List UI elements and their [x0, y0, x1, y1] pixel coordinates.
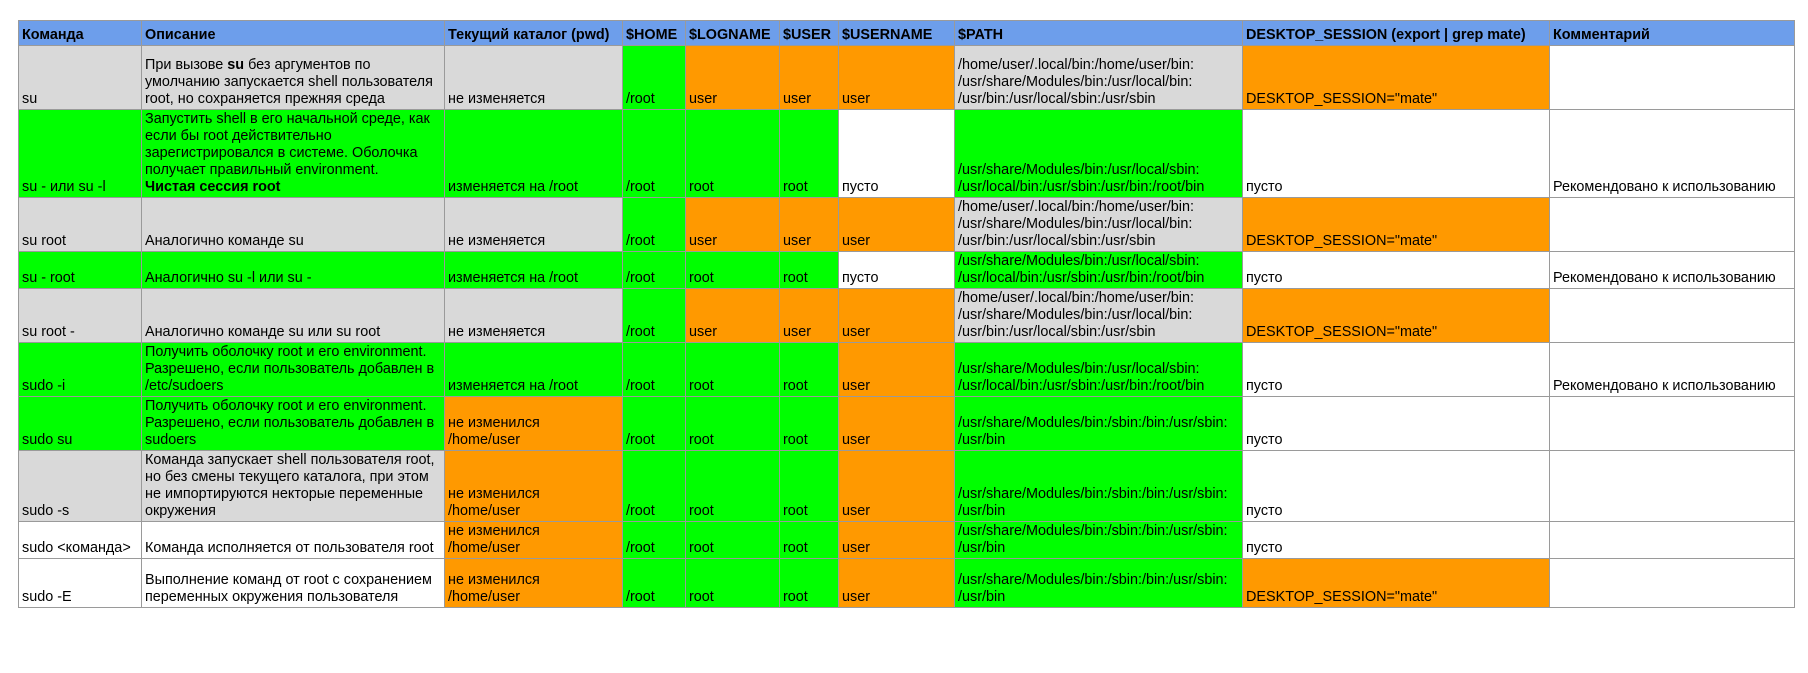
- home-cell[interactable]: [623, 46, 686, 110]
- cell-text: root: [689, 589, 714, 605]
- path-cell[interactable]: [955, 46, 1243, 110]
- description-cell[interactable]: [142, 289, 445, 343]
- cell-text: sudo <команда>: [22, 540, 131, 556]
- cell-text: su root: [22, 233, 66, 249]
- cell-text: root: [783, 540, 808, 556]
- command-cell[interactable]: [19, 252, 142, 289]
- cell-text: sudo -i: [22, 378, 66, 394]
- cell-text-tail: без аргументов по умолчанию запускается shell пользователя root, но сохраняется прежняя среда: [145, 57, 433, 107]
- path-cell[interactable]: [955, 343, 1243, 397]
- desktop-session-cell[interactable]: [1243, 343, 1550, 397]
- user-cell[interactable]: [780, 343, 839, 397]
- cell-text: user: [842, 378, 870, 394]
- home-cell[interactable]: [623, 451, 686, 522]
- table-row: [19, 289, 1795, 343]
- cell-text: user: [842, 233, 870, 249]
- cell-text: user: [842, 432, 870, 448]
- user-cell[interactable]: [780, 451, 839, 522]
- cell-text: не изменяется: [448, 233, 546, 249]
- comment-cell[interactable]: [1550, 198, 1795, 252]
- home-cell[interactable]: [623, 559, 686, 608]
- table-row: [19, 522, 1795, 559]
- logname-cell[interactable]: [686, 289, 780, 343]
- cell-text: sudo -s: [22, 503, 70, 519]
- cell-text: su - root: [22, 270, 75, 286]
- cell-text: пусто: [1246, 179, 1283, 195]
- cell-text: su: [22, 91, 38, 107]
- command-cell[interactable]: [19, 522, 142, 559]
- cell-text: не изменился /home/user: [448, 415, 540, 448]
- cell-text: /usr/share/Modules/bin:/sbin:/bin:/usr/sbin: /usr/bin: [958, 415, 1228, 448]
- cell-text: Команда исполняется от пользователя root: [145, 540, 434, 556]
- user-cell[interactable]: [780, 252, 839, 289]
- cell-text: root: [689, 540, 714, 556]
- cell-text: /root: [626, 179, 655, 195]
- username-cell[interactable]: [839, 559, 955, 608]
- username-cell[interactable]: [839, 451, 955, 522]
- desktop-session-cell[interactable]: [1243, 198, 1550, 252]
- cell-text: Рекомендовано к использованию: [1553, 179, 1776, 195]
- cell-text: пусто: [1246, 503, 1283, 519]
- comment-cell[interactable]: [1550, 451, 1795, 522]
- comment-cell[interactable]: [1550, 343, 1795, 397]
- cell-bold-text: su: [227, 57, 245, 73]
- cell-text: пусто: [1246, 270, 1283, 286]
- logname-cell[interactable]: [686, 198, 780, 252]
- pwd-cell[interactable]: [445, 343, 623, 397]
- comment-cell[interactable]: [1550, 522, 1795, 559]
- logname-cell[interactable]: [686, 110, 780, 198]
- cell-text: user: [842, 324, 870, 340]
- username-cell[interactable]: [839, 110, 955, 198]
- pwd-cell[interactable]: [445, 522, 623, 559]
- comment-cell[interactable]: [1550, 252, 1795, 289]
- cell-text: Получить оболочку root и его environment. Разрешено, если пользователь добавлен в sudoers: [145, 398, 435, 448]
- command-cell[interactable]: [19, 451, 142, 522]
- command-cell[interactable]: [19, 559, 142, 608]
- desktop-session-cell[interactable]: [1243, 252, 1550, 289]
- cell-text: изменяется на /root: [448, 378, 578, 394]
- logname-cell[interactable]: [686, 397, 780, 451]
- home-cell[interactable]: [623, 198, 686, 252]
- path-cell[interactable]: [955, 451, 1243, 522]
- pwd-cell[interactable]: [445, 397, 623, 451]
- header-pwd[interactable]: Текущий каталог (pwd): [445, 21, 623, 46]
- path-cell[interactable]: [955, 110, 1243, 198]
- table-row: [19, 46, 1795, 110]
- command-cell[interactable]: [19, 198, 142, 252]
- description-cell[interactable]: [142, 397, 445, 451]
- home-cell[interactable]: [623, 289, 686, 343]
- comment-cell[interactable]: [1550, 559, 1795, 608]
- cell-text: user: [783, 91, 811, 107]
- cell-text: /root: [626, 324, 655, 340]
- pwd-cell[interactable]: [445, 198, 623, 252]
- cell-text: не изменяется: [448, 91, 546, 107]
- cell-text: /usr/share/Modules/bin:/usr/local/sbin: /usr/local/bin:/usr/sbin:/usr/bin:/root/bin: [958, 253, 1205, 286]
- path-cell[interactable]: [955, 522, 1243, 559]
- description-cell[interactable]: [142, 252, 445, 289]
- cell-text: Запустить shell в его начальной среде, как если бы root действительно зарегистрировался в системе. Оболочка получает правильный environment.: [145, 111, 430, 178]
- cell-text: /usr/share/Modules/bin:/sbin:/bin:/usr/sbin: /usr/bin: [958, 572, 1228, 605]
- cell-text: user: [842, 540, 870, 556]
- desktop-session-cell[interactable]: [1243, 559, 1550, 608]
- logname-cell[interactable]: [686, 522, 780, 559]
- username-cell[interactable]: [839, 343, 955, 397]
- table-row: [19, 451, 1795, 522]
- cell-text: DESKTOP_SESSION="mate": [1246, 324, 1438, 340]
- cell-text: root: [783, 378, 808, 394]
- table-header: [19, 21, 1795, 46]
- desktop-session-cell[interactable]: [1243, 289, 1550, 343]
- home-cell[interactable]: [623, 397, 686, 451]
- cell-text: /root: [626, 270, 655, 286]
- cell-text: /usr/share/Modules/bin:/usr/local/sbin: /usr/local/bin:/usr/sbin:/usr/bin:/root/bin: [958, 162, 1205, 195]
- table-body: [19, 46, 1795, 608]
- user-cell[interactable]: [780, 522, 839, 559]
- pwd-cell[interactable]: [445, 110, 623, 198]
- home-cell[interactable]: [623, 110, 686, 198]
- path-cell[interactable]: [955, 289, 1243, 343]
- cell-text: su - или su -l: [22, 179, 106, 195]
- user-cell[interactable]: [780, 198, 839, 252]
- cell-bold-text: Чистая сессия root: [145, 179, 281, 195]
- comment-cell[interactable]: [1550, 110, 1795, 198]
- pwd-cell[interactable]: [445, 559, 623, 608]
- pwd-cell[interactable]: [445, 46, 623, 110]
- cell-text: root: [689, 179, 714, 195]
- home-cell[interactable]: [623, 252, 686, 289]
- cell-text: /root: [626, 91, 655, 107]
- description-cell[interactable]: [142, 559, 445, 608]
- pwd-cell[interactable]: [445, 289, 623, 343]
- cell-text: /home/user/.local/bin:/home/user/bin: /usr/share/Modules/bin:/usr/local/bin: /usr/bin:/usr/local/sbin:/usr/sbin: [958, 57, 1194, 107]
- header-home[interactable]: $HOME: [623, 21, 686, 46]
- logname-cell[interactable]: [686, 451, 780, 522]
- cell-text: root: [689, 503, 714, 519]
- user-cell[interactable]: [780, 559, 839, 608]
- username-cell[interactable]: [839, 252, 955, 289]
- cell-text: пусто: [1246, 378, 1283, 394]
- cell-text: Рекомендовано к использованию: [1553, 378, 1776, 394]
- cell-text: /usr/share/Modules/bin:/sbin:/bin:/usr/sbin: /usr/bin: [958, 486, 1228, 519]
- table-row: [19, 252, 1795, 289]
- command-cell[interactable]: [19, 397, 142, 451]
- description-cell[interactable]: [142, 522, 445, 559]
- cell-text: user: [689, 233, 717, 249]
- user-cell[interactable]: [780, 110, 839, 198]
- description-cell[interactable]: [142, 198, 445, 252]
- username-cell[interactable]: [839, 397, 955, 451]
- path-cell[interactable]: [955, 559, 1243, 608]
- cell-text: user: [783, 233, 811, 249]
- cell-text: DESKTOP_SESSION="mate": [1246, 233, 1438, 249]
- cell-text: user: [842, 503, 870, 519]
- description-cell[interactable]: [142, 46, 445, 110]
- table-row: [19, 559, 1795, 608]
- table-row: [19, 343, 1795, 397]
- cell-text: /usr/share/Modules/bin:/sbin:/bin:/usr/sbin: /usr/bin: [958, 523, 1228, 556]
- cell-text: /root: [626, 540, 655, 556]
- desktop-session-cell[interactable]: [1243, 522, 1550, 559]
- cell-text: Команда запускает shell пользователя root, но без смены текущего каталога, при этом не импортируются некторые переменные окружения: [145, 452, 435, 519]
- home-cell[interactable]: [623, 522, 686, 559]
- comparison-table: [18, 20, 1795, 608]
- cell-text: user: [689, 91, 717, 107]
- description-cell[interactable]: [142, 451, 445, 522]
- description-cell[interactable]: [142, 343, 445, 397]
- cell-text: root: [783, 503, 808, 519]
- command-cell[interactable]: [19, 289, 142, 343]
- cell-text: sudo su: [22, 432, 73, 448]
- cell-text: Аналогично команде su: [145, 233, 304, 249]
- cell-text: /root: [626, 589, 655, 605]
- logname-cell[interactable]: [686, 46, 780, 110]
- cell-text: пусто: [1246, 432, 1283, 448]
- cell-text: изменяется на /root: [448, 270, 578, 286]
- cell-text: root: [689, 270, 714, 286]
- cell-text: не изменился /home/user: [448, 523, 540, 556]
- desktop-session-cell[interactable]: [1243, 397, 1550, 451]
- desktop-session-cell[interactable]: [1243, 110, 1550, 198]
- header-user[interactable]: $USER: [780, 21, 839, 46]
- cell-text: user: [783, 324, 811, 340]
- cell-text: root: [689, 378, 714, 394]
- header-path[interactable]: $PATH: [955, 21, 1243, 46]
- cell-text: /home/user/.local/bin:/home/user/bin: /usr/share/Modules/bin:/usr/local/bin: /usr/bin:/usr/local/sbin:/usr/sbin: [958, 290, 1194, 340]
- cell-text: root: [783, 432, 808, 448]
- cell-text: root: [783, 589, 808, 605]
- cell-text: изменяется на /root: [448, 179, 578, 195]
- cell-text: DESKTOP_SESSION="mate": [1246, 589, 1438, 605]
- username-cell[interactable]: [839, 289, 955, 343]
- path-cell[interactable]: [955, 252, 1243, 289]
- header-desktop-session[interactable]: DESKTOP_SESSION (export | grep mate): [1243, 21, 1550, 46]
- cell-text: пусто: [842, 179, 879, 195]
- cell-text: root: [783, 179, 808, 195]
- cell-text: user: [842, 589, 870, 605]
- path-cell[interactable]: [955, 198, 1243, 252]
- logname-cell[interactable]: [686, 252, 780, 289]
- cell-text: Выполнение команд от root с сохранением переменных окружения пользователя: [145, 572, 432, 605]
- cell-text: пусто: [1246, 540, 1283, 556]
- table-row: [19, 198, 1795, 252]
- username-cell[interactable]: [839, 198, 955, 252]
- logname-cell[interactable]: [686, 343, 780, 397]
- path-cell[interactable]: [955, 397, 1243, 451]
- cell-text: DESKTOP_SESSION="mate": [1246, 91, 1438, 107]
- comment-cell[interactable]: [1550, 46, 1795, 110]
- command-cell[interactable]: [19, 46, 142, 110]
- cell-text: Рекомендовано к использованию: [1553, 270, 1776, 286]
- cell-text: /home/user/.local/bin:/home/user/bin: /usr/share/Modules/bin:/usr/local/bin: /usr/bin:/usr/local/sbin:/usr/sbin: [958, 199, 1194, 249]
- cell-text: не изменился /home/user: [448, 486, 540, 519]
- header-username[interactable]: $USERNAME: [839, 21, 955, 46]
- cell-text: root: [783, 270, 808, 286]
- cell-text: не изменился /home/user: [448, 572, 540, 605]
- header-description[interactable]: Описание: [142, 21, 445, 46]
- cell-text: /root: [626, 378, 655, 394]
- cell-text: su root -: [22, 324, 75, 340]
- desktop-session-cell[interactable]: [1243, 46, 1550, 110]
- username-cell[interactable]: [839, 522, 955, 559]
- command-cell[interactable]: [19, 343, 142, 397]
- cell-text: /root: [626, 233, 655, 249]
- home-cell[interactable]: [623, 343, 686, 397]
- comment-cell[interactable]: [1550, 397, 1795, 451]
- cell-text: sudo -E: [22, 589, 72, 605]
- pwd-cell[interactable]: [445, 252, 623, 289]
- header-row: [19, 21, 1795, 46]
- command-cell[interactable]: [19, 110, 142, 198]
- cell-text: root: [689, 432, 714, 448]
- comment-cell[interactable]: [1550, 289, 1795, 343]
- cell-text: не изменяется: [448, 324, 546, 340]
- header-comment[interactable]: Комментарий: [1550, 21, 1795, 46]
- username-cell[interactable]: [839, 46, 955, 110]
- user-cell[interactable]: [780, 46, 839, 110]
- table-row: [19, 397, 1795, 451]
- description-cell[interactable]: [142, 110, 445, 198]
- cell-text: пусто: [842, 270, 879, 286]
- header-logname[interactable]: $LOGNAME: [686, 21, 780, 46]
- cell-text: /root: [626, 432, 655, 448]
- desktop-session-cell[interactable]: [1243, 451, 1550, 522]
- cell-text: Аналогично команде su или su root: [145, 324, 381, 340]
- cell-text: user: [689, 324, 717, 340]
- cell-text: Аналогично su -l или su -: [145, 270, 312, 286]
- cell-text: При вызове: [145, 57, 228, 73]
- cell-text: Получить оболочку root и его environment. Разрешено, если пользователь добавлен в /etc/sudoers: [145, 344, 435, 394]
- logname-cell[interactable]: [686, 559, 780, 608]
- header-command[interactable]: Команда: [19, 21, 142, 46]
- user-cell[interactable]: [780, 397, 839, 451]
- table-row: [19, 110, 1795, 198]
- cell-text: user: [842, 91, 870, 107]
- user-cell[interactable]: [780, 289, 839, 343]
- cell-text: /usr/share/Modules/bin:/usr/local/sbin: /usr/local/bin:/usr/sbin:/usr/bin:/root/bin: [958, 361, 1205, 394]
- cell-text: /root: [626, 503, 655, 519]
- pwd-cell[interactable]: [445, 451, 623, 522]
